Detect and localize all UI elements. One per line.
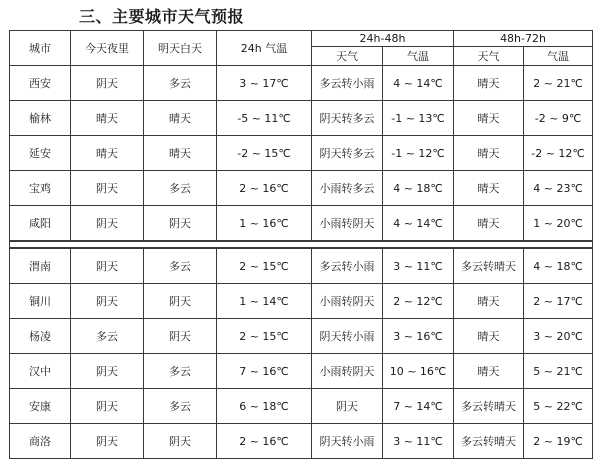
cell-weather-72h: 晴天 [454,206,524,242]
cell-weather-48h: 小雨转阴天 [312,284,383,319]
cell-weather-48h: 阴天 [312,389,383,424]
cell-city: 宝鸡 [10,171,71,206]
cell-temp-24h: 2 ~ 16℃ [217,424,312,459]
table-row [10,206,593,242]
page-title: 三、主要城市天气预报 [79,7,245,26]
header-city: 城市 [10,31,71,66]
cell-city: 榆林 [10,101,71,136]
cell-city: 安康 [10,389,71,424]
cell-city: 延安 [10,136,71,171]
cell-temp-72h: 5 ~ 22℃ [524,389,593,424]
cell-temp-24h: 6 ~ 18℃ [217,389,312,424]
header-temp-72: 气温 [524,47,593,66]
cell-temp-24h: 2 ~ 16℃ [217,171,312,206]
cell-weather-72h: 晴天 [454,136,524,171]
cell-temp-72h: 1 ~ 20℃ [524,206,593,242]
cell-temp-24h: 2 ~ 15℃ [217,248,312,284]
header-tonight: 今天夜里 [71,31,144,66]
cell-city: 商洛 [10,424,71,459]
cell-weather-48h: 阴天转多云 [312,136,383,171]
cell-tonight-weather: 多云 [71,319,144,354]
cell-weather-72h: 晴天 [454,284,524,319]
cell-tomorrow-weather: 晴天 [144,136,217,171]
cell-weather-72h: 晴天 [454,319,524,354]
cell-tomorrow-weather: 多云 [144,354,217,389]
cell-weather-48h: 小雨转阴天 [312,206,383,242]
cell-temp-72h: -2 ~ 9℃ [524,101,593,136]
cell-city: 咸阳 [10,206,71,242]
table-row [10,319,593,354]
cell-tonight-weather: 阴天 [71,424,144,459]
cell-temp-48h: 4 ~ 18℃ [383,171,454,206]
cell-temp-24h: -2 ~ 15℃ [217,136,312,171]
table-row [10,171,593,206]
cell-temp-48h: 3 ~ 16℃ [383,319,454,354]
cell-weather-48h: 小雨转多云 [312,171,383,206]
cell-weather-72h: 晴天 [454,66,524,101]
header-period-48-72: 48h-72h [454,31,593,47]
header-temp-48: 气温 [383,47,454,66]
cell-temp-72h: 3 ~ 20℃ [524,319,593,354]
cell-temp-72h: 5 ~ 21℃ [524,354,593,389]
cell-weather-48h: 小雨转阴天 [312,354,383,389]
cell-tomorrow-weather: 阴天 [144,424,217,459]
cell-weather-72h: 多云转晴天 [454,389,524,424]
cell-temp-72h: 4 ~ 23℃ [524,171,593,206]
cell-temp-72h: 2 ~ 19℃ [524,424,593,459]
cell-weather-48h: 多云转小雨 [312,66,383,101]
cell-city: 渭南 [10,248,71,284]
cell-weather-48h: 阴天转小雨 [312,319,383,354]
cell-tomorrow-weather: 晴天 [144,101,217,136]
cell-tonight-weather: 阴天 [71,354,144,389]
cell-tomorrow-weather: 多云 [144,248,217,284]
table-row [10,248,593,284]
cell-temp-24h: 7 ~ 16℃ [217,354,312,389]
cell-temp-24h: 3 ~ 17℃ [217,66,312,101]
cell-tomorrow-weather: 多云 [144,66,217,101]
cell-temp-48h: 3 ~ 11℃ [383,248,454,284]
cell-temp-24h: -5 ~ 11℃ [217,101,312,136]
cell-tonight-weather: 晴天 [71,136,144,171]
table-row [10,66,593,101]
cell-tomorrow-weather: 多云 [144,171,217,206]
cell-weather-72h: 晴天 [454,354,524,389]
table-row [10,101,593,136]
header-weather-72: 天气 [454,47,524,66]
cell-city: 西安 [10,66,71,101]
header-period-24-48: 24h-48h [312,31,454,47]
cell-temp-48h: 7 ~ 14℃ [383,389,454,424]
table-row [10,136,593,171]
cell-temp-24h: 1 ~ 14℃ [217,284,312,319]
cell-temp-72h: 2 ~ 21℃ [524,66,593,101]
cell-tomorrow-weather: 阴天 [144,206,217,242]
cell-temp-72h: 4 ~ 18℃ [524,248,593,284]
table-row [10,354,593,389]
cell-temp-48h: -1 ~ 12℃ [383,136,454,171]
cell-temp-48h: 2 ~ 12℃ [383,284,454,319]
table-row [10,424,593,459]
cell-weather-48h: 阴天转多云 [312,101,383,136]
cell-city: 汉中 [10,354,71,389]
cell-temp-48h: 4 ~ 14℃ [383,66,454,101]
cell-tomorrow-weather: 多云 [144,389,217,424]
cell-temp-48h: 4 ~ 14℃ [383,206,454,242]
cell-weather-48h: 阴天转小雨 [312,424,383,459]
cell-weather-72h: 多云转晴天 [454,424,524,459]
cell-temp-24h: 1 ~ 16℃ [217,206,312,242]
section-gap [10,241,593,248]
cell-temp-48h: 3 ~ 11℃ [383,424,454,459]
cell-tonight-weather: 阴天 [71,206,144,242]
cell-temp-24h: 2 ~ 15℃ [217,319,312,354]
forecast-table [9,30,593,459]
cell-temp-48h: 10 ~ 16℃ [383,354,454,389]
cell-tonight-weather: 阴天 [71,66,144,101]
cell-temp-72h: -2 ~ 12℃ [524,136,593,171]
cell-tonight-weather: 阴天 [71,171,144,206]
header-row-top [10,31,593,47]
cell-temp-48h: -1 ~ 13℃ [383,101,454,136]
cell-tomorrow-weather: 阴天 [144,284,217,319]
cell-tonight-weather: 阴天 [71,284,144,319]
section-gap-cell [10,241,593,248]
cell-temp-72h: 2 ~ 17℃ [524,284,593,319]
cell-tonight-weather: 阴天 [71,389,144,424]
forecast-table-body [10,31,593,459]
table-row [10,284,593,319]
table-row [10,389,593,424]
header-weather-48: 天气 [312,47,383,66]
header-tomorrow-day: 明天白天 [144,31,217,66]
cell-weather-48h: 多云转小雨 [312,248,383,284]
cell-tonight-weather: 阴天 [71,248,144,284]
cell-city: 铜川 [10,284,71,319]
cell-weather-72h: 晴天 [454,171,524,206]
cell-weather-72h: 多云转晴天 [454,248,524,284]
header-temp-24h: 24h 气温 [217,31,312,66]
cell-city: 杨凌 [10,319,71,354]
cell-weather-72h: 晴天 [454,101,524,136]
cell-tonight-weather: 晴天 [71,101,144,136]
cell-tomorrow-weather: 阴天 [144,319,217,354]
